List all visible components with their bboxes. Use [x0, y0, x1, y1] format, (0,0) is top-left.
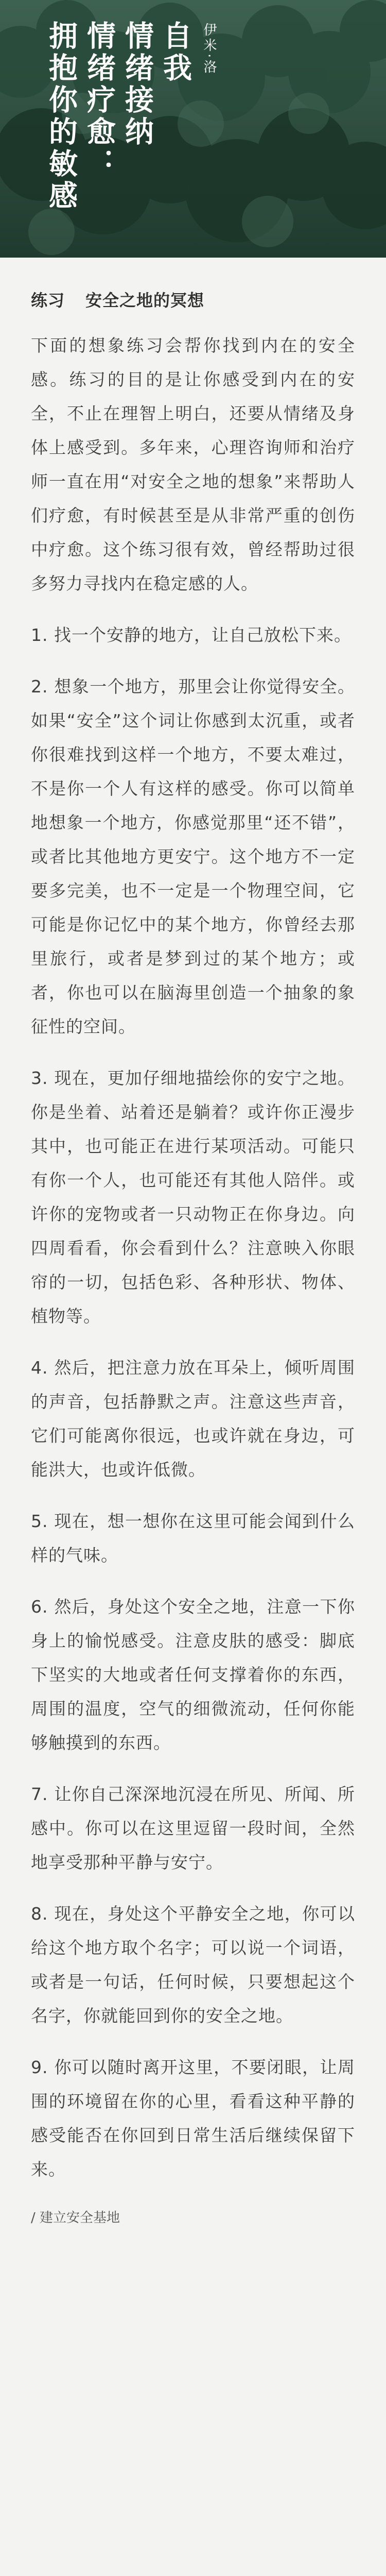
hero-title-line-1: 自我	[159, 21, 192, 84]
step-7: 7. 让你自己深深地沉浸在所见、所闻、所感中。你可以在这里逗留一段时间，全然地享受那种平静与安宁。	[31, 1784, 355, 1872]
hero-title-line-3: 情绪疗愈：	[82, 21, 116, 180]
heading-title: 安全之地的冥想	[85, 291, 205, 310]
step-5: 5. 现在，想一想你在这里可能会闻到什么样的气味。	[31, 1511, 355, 1565]
step-3: 3. 现在，更加仔细地描绘你的安宁之地。你是坐着、站着还是躺着？或许你正漫步其中，也可能正在进行某项活动。可能只有你一个人，也可能还有其他人陪伴。或许你的宠物或者一只动物正在你身边。向四周看看，你会看到什么？注意映入你眼帘的一切，包括色彩、各种形状、物体、植物等。	[31, 1068, 355, 1326]
author-name: 伊米·洛	[201, 23, 217, 76]
intro-paragraph: 下面的想象练习会帮你找到内在的安全感。练习的目的是让你感受到内在的安全，不止在理智上明白，还要从情绪及身体上感受到。多年来，心理咨询师和治疗师一直在用“对安全之地的想象”来帮助人们疗愈，有时候甚至是从非常严重的创伤中疗愈。这个练习很有效，曾经帮助过很多努力寻找内在稳定感的人。	[31, 335, 355, 594]
heading-label: 练习	[31, 291, 65, 310]
step-1: 1. 找一个安静的地方，让自己放松下来。	[31, 625, 352, 645]
hero-banner	[0, 0, 386, 258]
step-2: 2. 想象一个地方，那里会让你觉得安全。如果“安全”这个词让你感到太沉重，或者你很难找到这样一个地方，不要太难过，不是你一个人有这样的感受。你可以简单地想象一个地方，你感觉那里“还不错”，或者比其他地方更安宁。这个地方不一定要多完美，也不一定是一个物理空间，它可能是你记忆中的某个地方，你曾经去那里旅行，或者是梦到过的某个地方；或者，你也可以在脑海里创造一个抽象的象征性的空间。	[31, 676, 355, 1037]
step-9: 9. 你可以随时离开这里，不要闭眼，让周围的环境留在你的心里，看看这种平静的感受能否在你回到日常生活后继续保留下来。	[31, 2057, 355, 2179]
article-body	[0, 258, 386, 2226]
footer-caption: / 建立安全基地	[31, 2210, 120, 2226]
step-6: 6. 然后，身处这个安全之地，注意一下你身上的愉悦感受。注意皮肤的感受：脚底下坚实的大地或者任何支撑着你的东西，周围的温度，空气的细微流动，任何你能够触摸到的东西。	[31, 1597, 355, 1753]
hero-title-line-4: 拥抱你的敏感	[44, 21, 78, 212]
step-4: 4. 然后，把注意力放在耳朵上，倾听周围的声音，包括静默之声。注意这些声音，它们可能离你很远，也或许就在身边，可能洪大，也或许低微。	[31, 1358, 355, 1480]
hero-title-line-2: 情绪接纳	[120, 21, 154, 148]
step-8: 8. 现在，身处这个平静安全之地，你可以给这个地方取个名字；可以说一个词语，或者是一句话，任何时候，只要想起这个名字，你就能回到你的安全之地。	[31, 1904, 355, 2026]
section-heading	[31, 287, 355, 311]
